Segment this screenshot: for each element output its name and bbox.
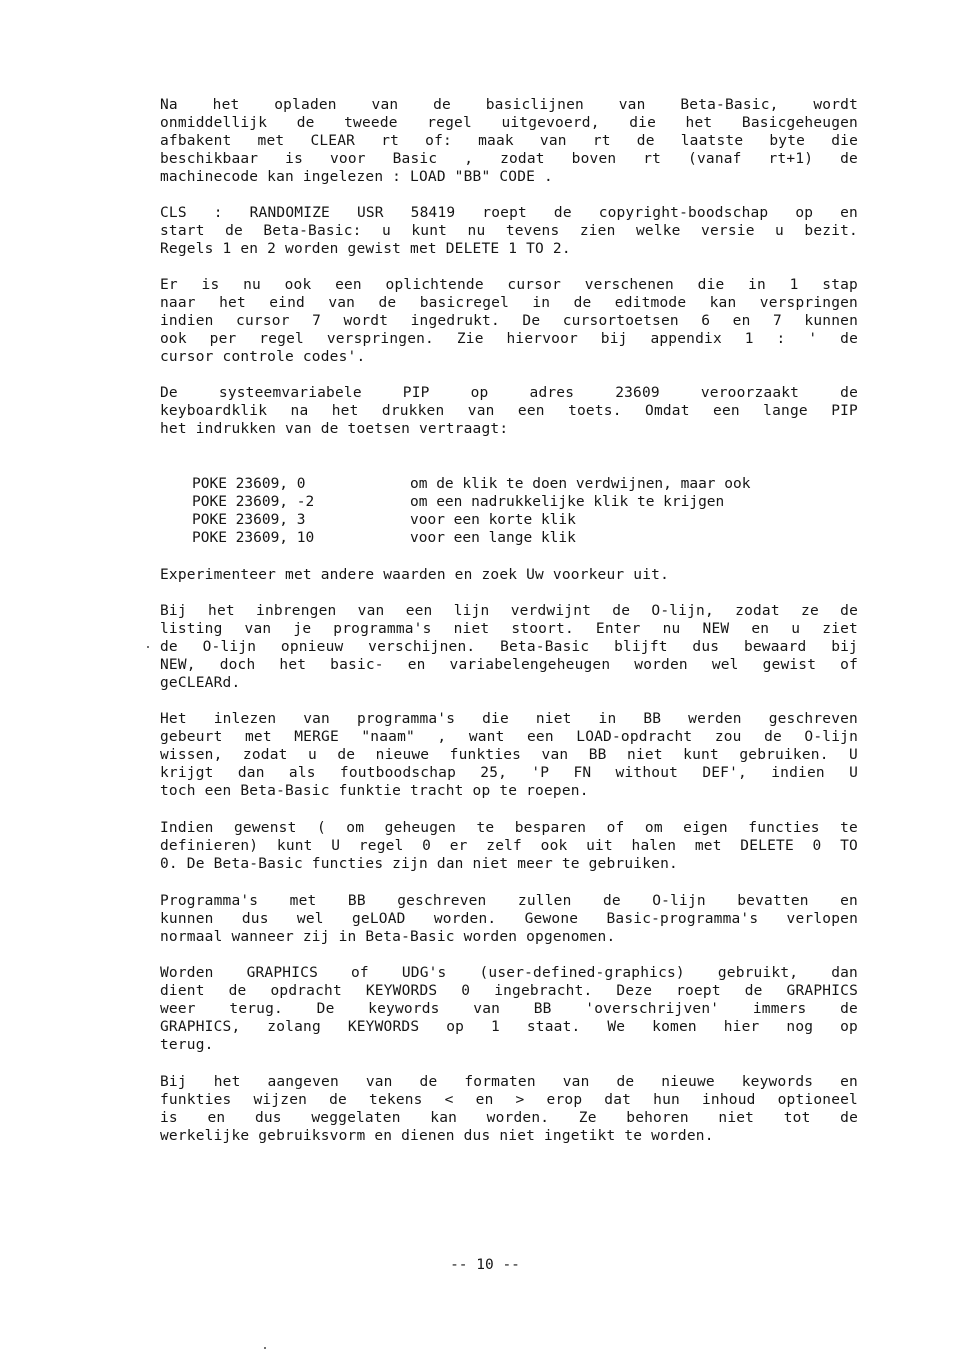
text-line: ook per regel verspringen. Zie hiervoor bij appendix 1 : ' de xyxy=(160,331,858,347)
text-line: normaal wanneer zij in Beta-Basic worden opgenomen. xyxy=(160,929,616,945)
text-line: Bij het inbrengen van een lijn verdwijnt de O-lijn, zodat ze de xyxy=(160,603,858,619)
text-line: Worden GRAPHICS of UDG's (user-defined-graphics) gebruikt, dan xyxy=(160,965,858,981)
text-line: kunnen dus wel geLOAD worden. Gewone Basic-programma's verlopen xyxy=(160,911,858,927)
text-line: werkelijke gebruiksvorm en dienen dus niet ingetikt te worden. xyxy=(160,1128,714,1144)
text-line: onmiddellijk de tweede regel uitgevoerd, die het Basicgeheugen xyxy=(160,115,858,131)
text-line: Indien gewenst ( om geheugen te besparen of om eigen functies te xyxy=(160,820,858,836)
text-line: start de Beta-Basic: u kunt nu tevens zien welke versie u bezit. xyxy=(160,223,858,239)
code-description: voor een lange klik xyxy=(410,530,576,546)
code-command: POKE 23609, 0 xyxy=(192,476,306,492)
text-line: weer terug. De keywords van BB 'overschrijven' immers de xyxy=(160,1001,858,1017)
text-line: 0. De Beta-Basic functies zijn dan niet meer te gebruiken. xyxy=(160,856,678,872)
text-line: Er is nu ook een oplichtende cursor verschenen die in 1 stap xyxy=(160,277,858,293)
text-line: wissen, zodat u de nieuwe funkties van BB niet kunt gebruiken. U xyxy=(160,747,858,763)
page-number: -- 10 -- xyxy=(450,1257,520,1273)
code-command: POKE 23609, 10 xyxy=(192,530,315,546)
text-line: afbakent met CLEAR rt of: maak van rt de laatste byte die xyxy=(160,133,858,149)
text-line: cursor controle codes'. xyxy=(160,349,366,365)
text-line: funkties wijzen de tekens < en > erop dat hun inhoud optioneel xyxy=(160,1092,858,1108)
text-line: CLS : RANDOMIZE USR 58419 roept de copyright-boodschap op en xyxy=(160,205,858,221)
text-line: Experimenteer met andere waarden en zoek Uw voorkeur uit. xyxy=(160,567,669,583)
text-line: Regels 1 en 2 worden gewist met DELETE 1 TO 2. xyxy=(160,241,571,257)
text-line: is en dus weggelaten kan worden. Ze behoren niet tot de xyxy=(160,1110,858,1126)
text-line: toch een Beta-Basic funktie tracht op te roepen. xyxy=(160,783,589,799)
text-line: geCLEARd. xyxy=(160,675,241,691)
text-line: machinecode kan ingelezen : LOAD "BB" CODE . xyxy=(160,169,553,185)
code-command: POKE 23609, 3 xyxy=(192,512,306,528)
text-line: De systeemvariabele PIP op adres 23609 veroorzaakt de xyxy=(160,385,858,401)
text-line: Programma's met BB geschreven zullen de O-lijn bevatten en xyxy=(160,893,858,909)
text-line: de O-lijn opnieuw verschijnen. Beta-Basic blijft dus bewaard bij xyxy=(160,639,858,655)
code-description: om de klik te doen verdwijnen, maar ook xyxy=(410,476,751,492)
text-line: dient de opdracht KEYWORDS 0 ingebracht. Deze roept de GRAPHICS xyxy=(160,983,858,999)
text-line: het indrukken van de toetsen vertraagt: xyxy=(160,421,509,437)
text-line: NEW, doch het basic- en variabelengeheugen worden wel gewist of xyxy=(160,657,858,673)
text-line: gebeurt met MERGE "naam" , want een LOAD-opdracht zou de O-lijn xyxy=(160,729,858,745)
text-line: Na het opladen van de basiclijnen van Beta-Basic, wordt xyxy=(160,97,858,113)
code-description: voor een korte klik xyxy=(410,512,576,528)
text-line: keyboardklik na het drukken van een toets. Omdat een lange PIP xyxy=(160,403,858,419)
scan-speck xyxy=(147,646,149,648)
code-command: POKE 23609, -2 xyxy=(192,494,315,510)
scan-speck xyxy=(264,1347,266,1349)
text-line: GRAPHICS, zolang KEYWORDS op 1 staat. We komen hier nog op xyxy=(160,1019,858,1035)
text-line: Het inlezen van programma's die niet in BB werden geschreven xyxy=(160,711,858,727)
text-line: listing van je programma's niet stoort. Enter nu NEW en u ziet xyxy=(160,621,858,637)
text-line: naar het eind van de basicregel in de editmode kan verspringen xyxy=(160,295,858,311)
text-line: krijgt dan als foutboodschap 25, 'P FN without DEF', indien U xyxy=(160,765,858,781)
text-line: beschikbaar is voor Basic , zodat boven rt (vanaf rt+1) de xyxy=(160,151,858,167)
code-description: om een nadrukkelijke klik te krijgen xyxy=(410,494,725,510)
text-line: indien cursor 7 wordt ingedrukt. De cursortoetsen 6 en 7 kunnen xyxy=(160,313,858,329)
text-line: definieren) kunt U regel 0 er zelf ook uit halen met DELETE 0 TO xyxy=(160,838,858,854)
text-line: Bij het aangeven van de formaten van de nieuwe keywords en xyxy=(160,1074,858,1090)
text-line: terug. xyxy=(160,1037,214,1053)
